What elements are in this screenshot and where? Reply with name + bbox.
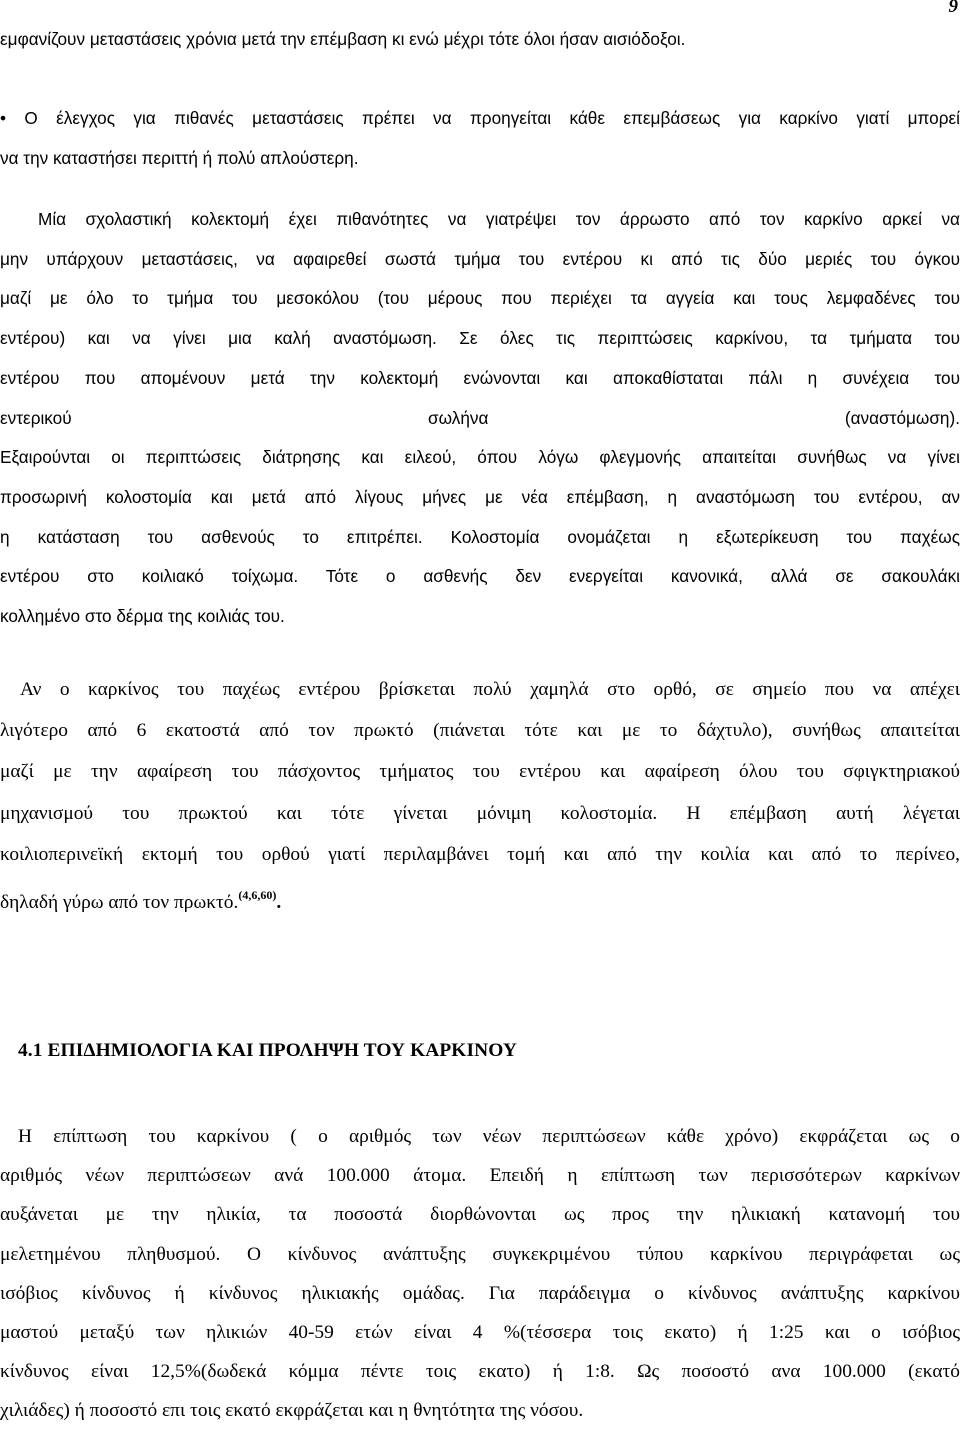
citation-reference: (4,6,60) [238,888,277,903]
text-line: μελετημένου πληθυσμού. Ο κίνδυνος ανάπτυξης συγκεκριμένου τύπου καρκίνου περιγράφεται ως [0,1243,960,1265]
citation-period: . [276,892,282,914]
text-line: Μία σχολαστική κολεκτομή έχει πιθανότητες να γιατρέψει τον άρρωστο από τον καρκίνο αρκεί να [38,209,960,229]
text-line: κοιλιοπερινεϊκή εκτομή του ορθού γιατί περιλαμβάνει τομή και από την κοιλία και από το περίνεο, [0,843,960,865]
text-line: • Ο έλεγχος για πιθανές μεταστάσεις πρέπει να προηγείται κάθε επεμβάσεως για καρκίνο γιατί μπορεί [0,108,960,128]
bullet-paragraph [0,99,960,178]
text-line: λιγότερο από 6 εκατοστά από τον πρωκτό (πιάνεται τότε και με το δάχτυλο), συνήθως απαιτείται [0,720,960,742]
text-line: κολλημένο στο δέρμα της κοιλιάς του. [0,606,285,627]
text-line: μηχανισμού του πρωκτού και τότε γίνεται μόνιμη κολοστομία. Η επέμβαση αυτή λέγεται [0,802,960,824]
paragraph-epidemiology [0,1117,960,1431]
text-line: μαζί με όλο το τμήμα του μεσοκόλου (του μέρους που περιέχει τα αγγεία και τους λεμφαδένες του [0,288,960,309]
text-line: εντέρου στο κοιλιακό τοίχωμα. Τότε ο ασθενής δεν ενεργείται κανονικά, αλλά σε σακουλάκι [0,566,960,587]
text-line: αυξάνεται με την ηλικία, τα ποσοστά διορθώνονται ως προς την ηλικιακή κατανομή του [0,1204,960,1226]
paragraph-colectomy [0,200,960,637]
paragraph-rectal-cancer [0,669,960,923]
text-line-content: δηλαδή γύρω από τον πρωκτό. [0,892,239,914]
page-number: 9 [948,0,958,17]
text-line: κίνδυνος είναι 12,5%(δωδεκά κόμμα πέντε τοις εκατο) ή 1:8. Ως ποσοστό ανα 100.000 (εκατό [0,1361,960,1383]
text-line: χιλιάδες) ή ποσοστό επι τοις εκατό εκφράζεται και η θνητότητα της νόσου. [0,1400,584,1422]
text-line: εντερικού σωλήνα (αναστόμωση). [0,407,960,428]
text-line: Εξαιρούνται οι περιπτώσεις διάτρησης και ειλεού, όπου λόγω φλεγμονής απαιτείται συνήθως να γίνει [0,447,960,468]
text-line: η κατάσταση του ασθενούς το επιτρέπει. Κολοστομία ονομάζεται η εξωτερίκευση του παχέως [0,526,960,547]
text-line: Η επίπτωση του καρκίνου ( ο αριθμός των νέων περιπτώσεων κάθε χρόνο) εκφράζεται ως ο [18,1126,960,1147]
text-line: μαζί με την αφαίρεση του πάσχοντος τμήματος του εντέρου και αφαίρεση όλου του σφιγκτηριακού [0,761,960,783]
text-line: εντέρου) και να γίνει μια καλή αναστόμωση. Σε όλες τις περιπτώσεις καρκίνου, τα τμήματα του [0,328,960,349]
text-line [0,875,960,923]
section-heading: 4.1 ΕΠΙΔΗΜΙΟΛΟΓΙΑ ΚΑΙ ΠΡΟΛΗΨΗ ΤΟΥ ΚΑΡΚΙΝΟΥ [18,1040,518,1061]
text-line: προσωρινή κολοστομία και μετά από λίγους μήνες με νέα επέμβαση, η αναστόμωση του εντέρου, αν [0,486,960,507]
text-line: εμφανίζουν μεταστάσεις χρόνια μετά την επέμβαση κι ενώ μέχρι τότε όλοι ήσαν αισιόδοξοι. [0,29,686,49]
text-line: μαστού μεταξύ των ηλικιών 40-59 ετών είναι 4 %(τέσσερα τοις εκατο) ή 1:25 και ο ισόβιος [0,1322,960,1344]
text-line: ισόβιος κίνδυνος ή κίνδυνος ηλικιακής ομάδας. Για παράδειγμα ο κίνδυνος ανάπτυξης καρκίνου [0,1282,960,1304]
text-line: Αν ο καρκίνος του παχέως εντέρου βρίσκεται πολύ χαμηλά στο ορθό, σε σημείο που να απέχει [20,679,960,700]
text-line: να την καταστήσει περιττή ή πολύ απλούστερη. [0,147,359,168]
paragraph-intro [0,20,960,60]
text-line: αριθμός νέων περιπτώσεων ανά 100.000 άτομα. Επειδή η επίπτωση των περισσότερων καρκίνων [0,1165,960,1187]
text-line: εντέρου που απομένουν μετά την κολεκτομή ενώνονται και αποκαθίσταται πάλι η συνέχεια του [0,367,960,388]
text-line: μην υπάρχουν μεταστάσεις, να αφαιρεθεί σωστά τμήμα του εντέρου κι από τις δύο μεριές του όγκου [0,248,960,269]
